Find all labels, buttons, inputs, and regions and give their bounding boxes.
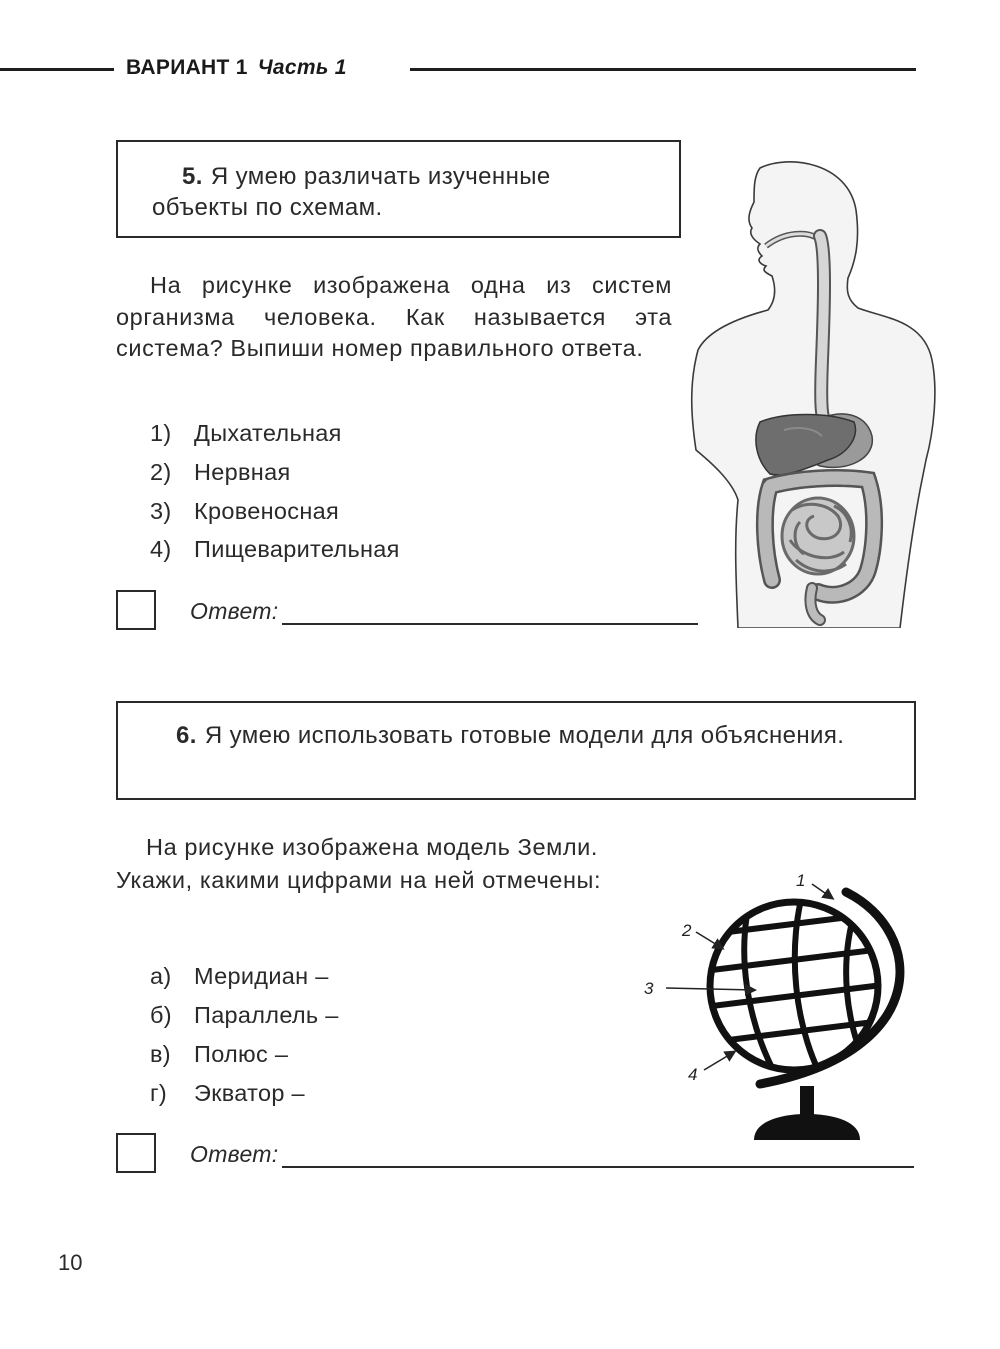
task6-option-d xyxy=(150,1080,305,1107)
task5-option-4 xyxy=(150,536,400,563)
task5-number: 5. xyxy=(182,163,203,190)
option-marker: 4) xyxy=(150,536,172,562)
task6-number: 6. xyxy=(176,722,197,749)
digestive-system-illustration xyxy=(688,160,944,628)
task6-answer-line[interactable] xyxy=(282,1166,914,1168)
task5-option-2 xyxy=(150,459,290,486)
small-intestine xyxy=(782,498,854,574)
task5-option-1 xyxy=(150,420,342,447)
globe-label-1: 1 xyxy=(796,871,806,890)
globe-stand-base xyxy=(754,1114,860,1140)
part-title: Часть 1 xyxy=(257,56,347,79)
option-text: Нервная xyxy=(194,459,291,485)
option-marker: 1) xyxy=(150,420,172,446)
globe-illustration xyxy=(636,862,926,1146)
variant-title: ВАРИАНТ 1 xyxy=(126,56,248,79)
globe-stand-stem xyxy=(800,1086,814,1118)
option-marker: 3) xyxy=(150,498,172,524)
task5-skill-line2: объекты по схемам. xyxy=(152,194,383,221)
task5-question: На рисунке изображена одна из систем организма человека. Как называется эта система? Выпиши номер правильного ответа. xyxy=(116,272,672,361)
page-number: 10 xyxy=(58,1250,83,1275)
option-text: Меридиан – xyxy=(194,963,329,989)
option-text: Экватор – xyxy=(194,1080,305,1106)
task5-answer-label: Ответ: xyxy=(190,598,279,624)
task6-question-line2: Укажи, какими цифрами на ней отмечены: xyxy=(116,867,602,893)
task5-option-3 xyxy=(150,498,339,525)
option-marker: 2) xyxy=(150,459,172,485)
task6-answer-box[interactable] xyxy=(116,1133,156,1173)
header-rule-right xyxy=(410,68,916,71)
option-text: Полюс – xyxy=(194,1041,289,1067)
header-rule-left xyxy=(0,68,114,71)
task5-skill-line1: Я умею различать изученные xyxy=(210,163,551,190)
task6-option-a xyxy=(150,963,329,990)
task6-option-c xyxy=(150,1041,288,1068)
task6-option-b xyxy=(150,1002,339,1029)
option-marker: г) xyxy=(150,1080,167,1106)
task6-skill-box xyxy=(116,701,916,800)
option-marker: а) xyxy=(150,963,172,989)
option-text: Кровеносная xyxy=(194,498,339,524)
task5-skill-box xyxy=(116,140,681,238)
task6-answer-label: Ответ: xyxy=(190,1141,279,1167)
page-header xyxy=(126,56,347,80)
task6-skill: Я умею использовать готовые модели для объяснения. xyxy=(204,722,845,749)
task5-answer-box[interactable] xyxy=(116,590,156,630)
task6-question-line1: На рисунке изображена модель Земли. xyxy=(146,834,599,860)
option-marker: б) xyxy=(150,1002,172,1028)
option-text: Пищеварительная xyxy=(194,536,400,562)
globe-label-4: 4 xyxy=(688,1065,698,1084)
globe-label-2: 2 xyxy=(682,921,692,940)
task5-answer-line[interactable] xyxy=(282,623,698,625)
option-text: Дыхательная xyxy=(194,420,342,446)
option-marker: в) xyxy=(150,1041,171,1067)
globe-label-3: 3 xyxy=(644,979,654,998)
option-text: Параллель – xyxy=(194,1002,339,1028)
